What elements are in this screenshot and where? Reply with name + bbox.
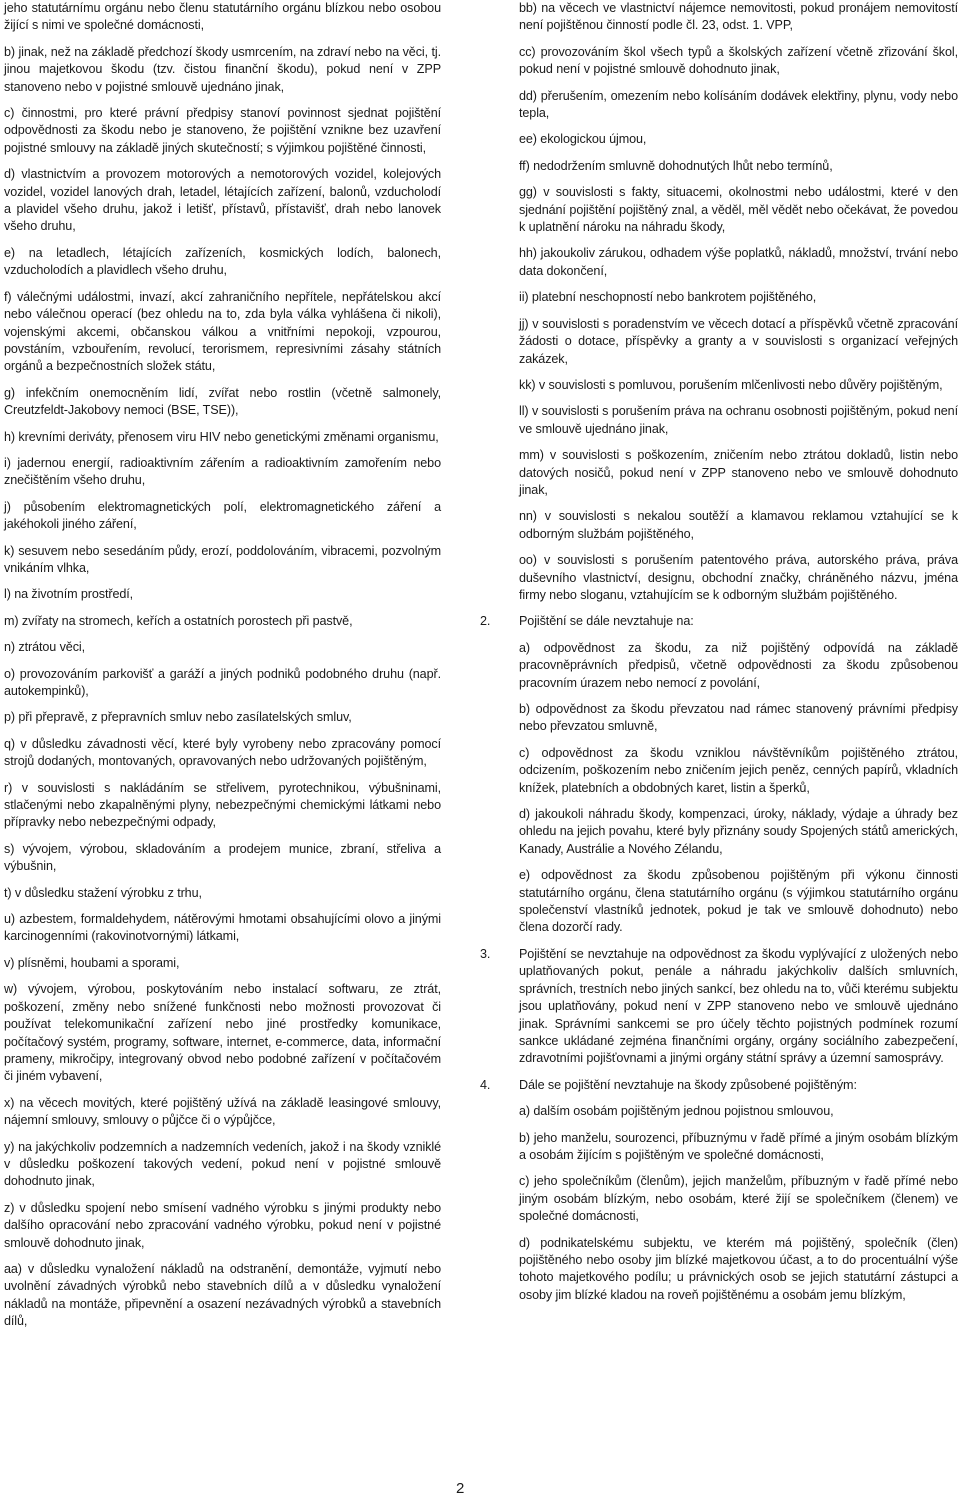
paragraph-continuation: jeho statutárnímu orgánu nebo členu statutárního orgánu blízkou nebo osobou žijící s nimi ve společné domácnosti,: [4, 1, 441, 33]
exclusion-item-q: q) v důsledku závadnosti věcí, které byly vyrobeny nebo zpracovány pomocí strojů dodaných, montovaných, opravovaných nebo udržovaných pojištěným,: [4, 736, 441, 769]
left-column: [4, 0, 441, 1340]
section-4-item-a: a) dalším osobám pojištěným jednou pojistnou smlouvou,: [519, 1104, 834, 1119]
exclusion-item-s: s) vývojem, výrobou, skladováním a prodejem munice, zbraní, střeliva a výbušnin,: [4, 841, 441, 874]
exclusion-item-bb: bb) na věcech ve vlastnictví nájemce nemovitosti, pokud pronájem nemovitostí není pojištěnou činností podle čl. 23, odst. 1. VPP,: [519, 1, 958, 33]
exclusion-item-hh: hh) jakoukoliv zárukou, odhadem výše poplatků, nákladů, množství, trvání nebo data dokončení,: [519, 246, 958, 278]
exclusion-item-r: r) v souvislosti s nakládáním se střelivem, pyrotechnikou, výbušninami, stlačenými nebo zkapalněnými plyny, nebezpečnými chemickými látkami nebo přípravky nebo nebezpečnými odpady,: [4, 780, 441, 830]
exclusion-item-i: i) jadernou energií, radioaktivním zářením a radioaktivním zamořením nebo znečištěním všeho druhu,: [4, 455, 441, 488]
exclusion-item-oo: oo) v souvislosti s porušením patentového práva, autorského práva, práva duševního vlastnictví, designu, obchodní značky, chráněného názvu, jména firmy nebo sloganu, vztahujícím se k odborným službám pojištěného.: [519, 553, 958, 602]
section-4-item-c: c) jeho společníkům (členům), jejich manželům, příbuzným v řadě přímé nebo jiným osobám blízkým, nebo osobám, které žijí se společníkem (členem) ve společné domácnosti,: [519, 1174, 958, 1224]
exclusion-item-ff: ff) nedodržením smluvně dohodnutých lhůt nebo termínů,: [519, 158, 833, 173]
exclusion-item-ii: ii) platební neschopností nebo bankrotem pojištěného,: [519, 290, 817, 305]
section-2-item-b: b) odpovědnost za škodu převzatou nad rámec stanovený právními předpisy nebo převzatou smluvně,: [519, 702, 958, 734]
exclusion-item-mm: mm) v souvislosti s poškozením, zničením nebo ztrátou dokladů, listin nebo datových nosičů, pokud není v ZPP stanoveno nebo ve smlouvě dohodnuto jinak,: [519, 448, 958, 497]
right-column: [480, 0, 958, 1313]
section-2-text: Pojištění se dále nevztahuje na:: [519, 614, 694, 629]
exclusion-item-cc: cc) provozováním škol všech typů a školských zařízení včetně zřizování škol, pokud není v pojistné smlouvě dohodnuto jinak,: [519, 44, 958, 77]
exclusion-item-kk: kk) v souvislosti s pomluvou, porušením mlčenlivosti nebo důvěry pojištěným,: [519, 377, 943, 392]
exclusion-item-g: g) infekčním onemocněním lidí, zvířat nebo rostlin (včetně salmonely, Creutzfeldt-Jakobovy nemoci (BSE, TSE)),: [4, 385, 441, 418]
exclusion-item-ll: ll) v souvislosti s porušením práva na ochranu osobnosti pojištěným, pokud není ve smlouvě ujednáno jinak,: [519, 404, 958, 436]
section-2-item-e: e) odpovědnost za škodu způsobenou pojištěným při výkonu činnosti statutárního orgánu, člena statutárního orgánu (s výjimkou statutárního orgánu společenství vlastníků jednotek, pokud je tak ve smlouvě dohodnuto) nebo člena dozorčí rady.: [519, 868, 958, 935]
exclusion-item-y: y) na jakýchkoliv podzemních a nadzemních vedeních, jakož i na škody vzniklé v důsledku poškození takových vedení, pokud není v pojistné smlouvě dohodnuto jinak,: [4, 1139, 441, 1189]
exclusion-item-ee: ee) ekologickou újmou,: [519, 132, 647, 147]
exclusion-item-gg: gg) v souvislosti s fakty, situacemi, okolnostmi nebo událostmi, které v den sjednání pojištění pojištěný znal, a věděl, měl vědět nebo očekávat, že povedou k uplatnění nároku na náhradu škody,: [519, 185, 958, 235]
exclusion-item-n: n) ztrátou věci,: [4, 640, 85, 655]
exclusion-item-dd: dd) přerušením, omezením nebo kolísáním dodávek elektřiny, plynu, vody nebo tepla,: [519, 88, 958, 121]
exclusion-item-jj: jj) v souvislosti s poradenstvím ve věcech dotací a příspěvků včetně zpracování žádosti o dotace, příspěvky a granty a v souvislosti s organizací veřejných zakázek,: [519, 316, 958, 366]
exclusion-item-f: f) válečnými událostmi, invazí, akcí zahraničního nepřítele, nepřátelskou akcí nebo válečnou operací (bez ohledu na to, zda byla válka vyhlášena či nikoli), vojenskými akcemi, občanskou válkou a vnitřními nepokoji, vzpourou, povstáním, vzbouřením, revolucí, terorismem, represivními zásahy státních orgánů a bezpečnostních složek státu,: [4, 289, 441, 374]
section-3: [480, 946, 958, 1068]
exclusion-item-x: x) na věcech movitých, které pojištěný užívá na základě leasingové smlouvy, nájemní smlouvy, smlouvy o půjčce či o výpůjčce,: [4, 1095, 441, 1128]
exclusion-item-z: z) v důsledku spojení nebo smísení vadného výrobku s jinými produkty nebo dalšího opracování nebo zpracování vadného výrobku, pokud není v pojistné smlouvě dohodnuto jinak,: [4, 1200, 441, 1250]
exclusion-item-c: c) činnostmi, pro které právní předpisy stanoví povinnost sjednat pojištění odpovědnosti za škodu nebo je stanoveno, že pojištění vznikne bez uzavření pojistné smlouvy na základě jiných skutečností; s výjimkou pojištěné činnosti,: [4, 106, 441, 155]
section-2-number: 2.: [480, 614, 491, 629]
exclusion-item-l: l) na životním prostředí,: [4, 587, 134, 602]
exclusion-item-u: u) azbestem, formaldehydem, nátěrovými hmotami obsahujícími olovo a jinými karcinogenními (rakovinotvornými) látkami,: [4, 912, 441, 944]
section-2-item-a: a) odpovědnost za škodu, za niž pojištěný odpovídá na základě pracovněprávních předpisů, včetně odpovědnosti za škodu způsobenou pracovním úrazem nebo nemocí z povolání,: [519, 640, 958, 690]
exclusion-item-v: v) plísněmi, houbami a sporami,: [4, 955, 180, 970]
exclusion-item-h: h) krevními deriváty, přenosem viru HIV nebo genetickými změnami organismu,: [4, 429, 439, 444]
exclusion-item-j: j) působením elektromagnetických polí, elektromagnetického záření a jakéhokoli jiného záření,: [4, 499, 441, 532]
section-4-number: 4.: [480, 1077, 491, 1092]
exclusion-item-aa: aa) v důsledku vynaložení nákladů na odstranění, demontáže, vyjmutí nebo uvolnění závadných výrobků nebo stavebních dílů a v důsledku vynaložení nákladů na montáže, připevnění a osazení nezávadných výrobků a stavebních dílů,: [4, 1261, 441, 1329]
section-2: [480, 613, 958, 630]
page-number: 2: [456, 1480, 465, 1497]
exclusion-item-t: t) v důsledku stažení výrobku z trhu,: [4, 885, 202, 900]
section-4-text: Dále se pojištění nevztahuje na škody způsobené pojištěným:: [519, 1077, 857, 1092]
exclusion-item-w: w) vývojem, výrobou, poskytováním nebo instalací softwaru, ze ztrát, poškození, změny nebo snížené funkčnosti nebo možnosti provozovat či používat telekomunikační zařízení nebo jiné prostředky komunikace, počítačový systém, programy, software, internet, e-commerce, data, informační prameny, mikročipy, integrovaný obvod nebo podobné zařízení v počítačovém či jiném vybavení,: [4, 982, 441, 1084]
section-4-item-b: b) jeho manželu, sourozenci, příbuznýmu v řadě přímé a jiným osobám blízkým a osobám žijícím s pojištěným ve společné domácnosti,: [519, 1130, 958, 1162]
exclusion-item-b: b) jinak, než na základě předchozí škody usmrcením, na zdraví nebo na věci, tj. jinou majetkovou škodu (tzv. čistou finanční škodu), pokud není v ZPP stanoveno nebo v pojistné smlouvě ujednáno jinak,: [4, 44, 441, 94]
section-4: [480, 1077, 958, 1094]
section-3-text: Pojištění se nevztahuje na odpovědnost za škodu vyplývající z uložených nebo uplatňovaných pokut, penále a náhradu jakýchkoliv dalších smluvních, správních, trestních nebo jiných sankcí, bez ohledu na to, vůči kterému subjektu jsou uplatňovány, pokud není v ZPP stanoveno nebo ve smlouvě ujednáno jinak. Správními sankcemi se pro účely těchto pojistných podmínek rozumí sankce ukládané zejména finančními orgány, orgány sociálního zabezpečení, zdravotními pojišťovnami a jinými orgány státní správy a územní samosprávy.: [519, 946, 958, 1066]
exclusion-item-e: e) na letadlech, létajících zařízeních, kosmických lodích, balonech, vzducholodích a plavidlech všeho druhu,: [4, 245, 441, 278]
exclusion-item-o: o) provozováním parkovišť a garáží a jiných podniků podobného druhu (např. autokempinků),: [4, 666, 441, 698]
section-3-number: 3.: [480, 946, 491, 961]
exclusion-item-d: d) vlastnictvím a provozem motorových a nemotorových vozidel, kolejových vozidel, vozidel lanových drah, letadel, létajících zařízení, balonů, vzducholodí a plavidel všeho druhu, jakož i letišť, přístavů, přístavišť, drah nebo lanovek všeho druhu,: [4, 167, 441, 234]
section-2-item-c: c) odpovědnost za škodu vzniklou návštěvníkům pojištěného ztrátou, odcizením, poškozením nebo zničením jejich peněz, cenných papírů, vkladních knížek, platebních a obdobných karet, listin a šperků,: [519, 745, 958, 795]
section-2-item-d: d) jakoukoli náhradu škody, kompenzaci, úroky, náklady, výdaje a úhrady bez ohledu na jejich povahu, které byly přiznány soudy Spojených států amerických, Kanady, Austrálie a Nového Zélandu,: [519, 807, 958, 856]
section-4-item-d: d) podnikatelskému subjektu, ve kterém má pojištěný, společník (člen) pojištěného nebo osoby jim blízké majetkovou účast, a to do procentuální výše tohoto majetkového podílu; u právnických osob se jejich statutární zástupci a osoby jim blízké kladou na roveň pojištěnému a osobám jemu blízkým,: [519, 1235, 958, 1302]
exclusion-item-m: m) zvířaty na stromech, keřích a ostatních porostech při pastvě,: [4, 613, 353, 628]
exclusion-item-nn: nn) v souvislosti s nekalou soutěží a klamavou reklamou vztahující se k odborným službám pojištěného,: [519, 509, 958, 541]
exclusion-item-k: k) sesuvem nebo sesedáním půdy, erozí, poddolováním, vibracemi, pozvolným vnikáním vlhka,: [4, 543, 441, 575]
exclusion-item-p: p) při přepravě, z přepravních smluv nebo zasílatelských smluv,: [4, 710, 352, 725]
